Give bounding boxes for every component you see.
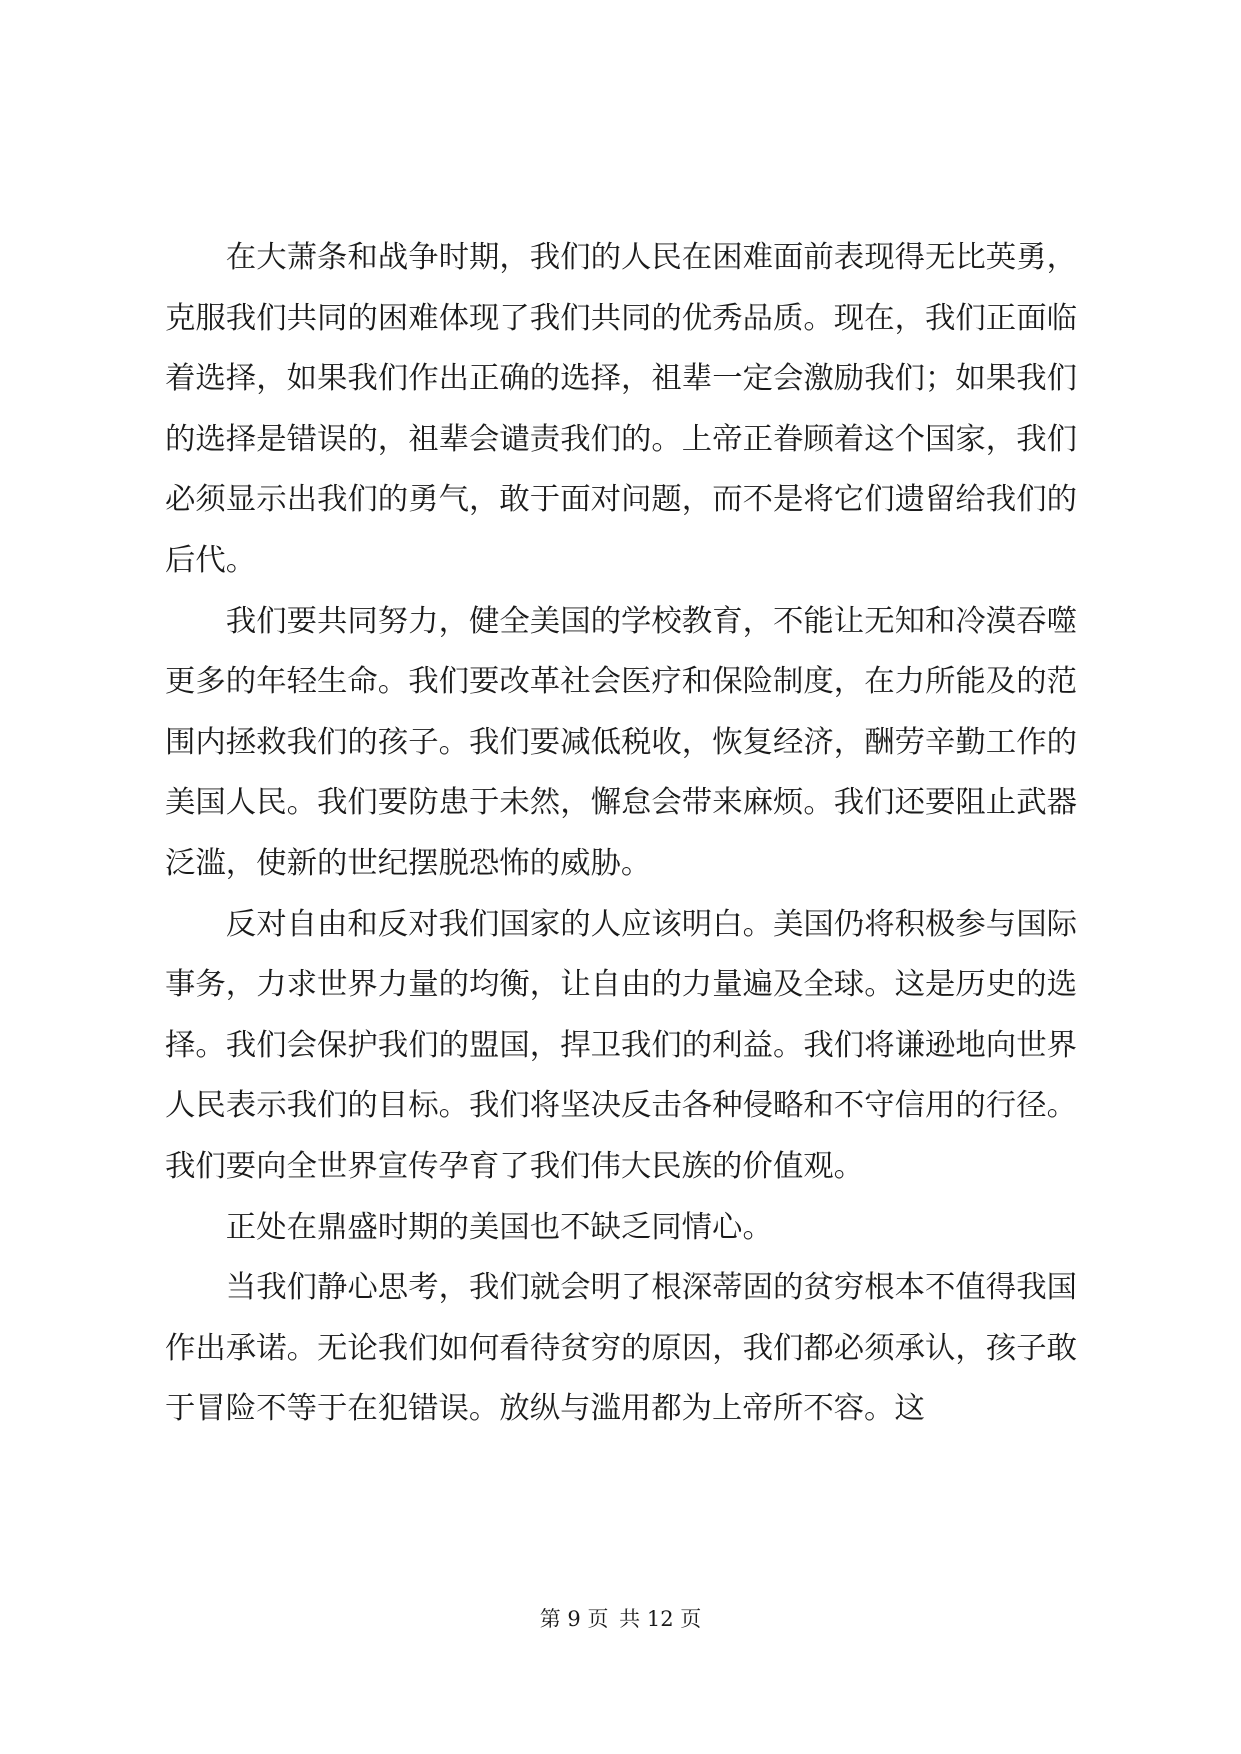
paragraph-4: 正处在鼎盛时期的美国也不缺乏同情心。 [225, 1209, 773, 1245]
paragraph-3: 反对自由和反对我们国家的人应该明白。美国仍将积极参与国际事务，力求世界力量的均衡，让自由的力量遍及全球。这是历史的选择。我们会保护我们的盟国，捍卫我们的利益。我们将谦逊地向世界人民表示我们的目标。我们将坚决反击各种侵略和不守信用的行径。我们要向全世界宣传孕育了我们伟大民族的价值观。 [165, 906, 1077, 1184]
paragraph-5: 当我们静心思考，我们就会明了根深蒂固的贫穷根本不值得我国作出承诺。无论我们如何看待贫穷的原因，我们都必须承认，孩子敢于冒险不等于在犯错误。放纵与滥用都为上帝所不容。这 [165, 1270, 1077, 1427]
paragraph-2: 我们要共同努力，健全美国的学校教育，不能让无知和冷漠吞噬更多的年轻生命。我们要改革社会医疗和保险制度，在力所能及的范围内拯救我们的孩子。我们要减低税收，恢复经济，酬劳辛勤工作的美国人民。我们要防患于未然，懈怠会带来麻烦。我们还要阻止武器泛滥，使新的世纪摆脱恐怖的威胁。 [165, 603, 1077, 881]
document-body [165, 228, 1077, 1440]
page-footer [0, 1604, 1241, 1634]
page-number: 第 9 页 [539, 1607, 609, 1631]
paragraph-1: 在大萧条和战争时期，我们的人民在困难面前表现得无比英勇，克服我们共同的困难体现了我们共同的优秀品质。现在，我们正面临着选择，如果我们作出正确的选择，祖辈一定会激励我们；如果我们的选择是错误的，祖辈会谴责我们的。上帝正眷顾着这个国家，我们必须显示出我们的勇气，敢于面对问题，而不是将它们遗留给我们的后代。 [165, 240, 1077, 578]
page-total: 共 12 页 [619, 1607, 702, 1631]
